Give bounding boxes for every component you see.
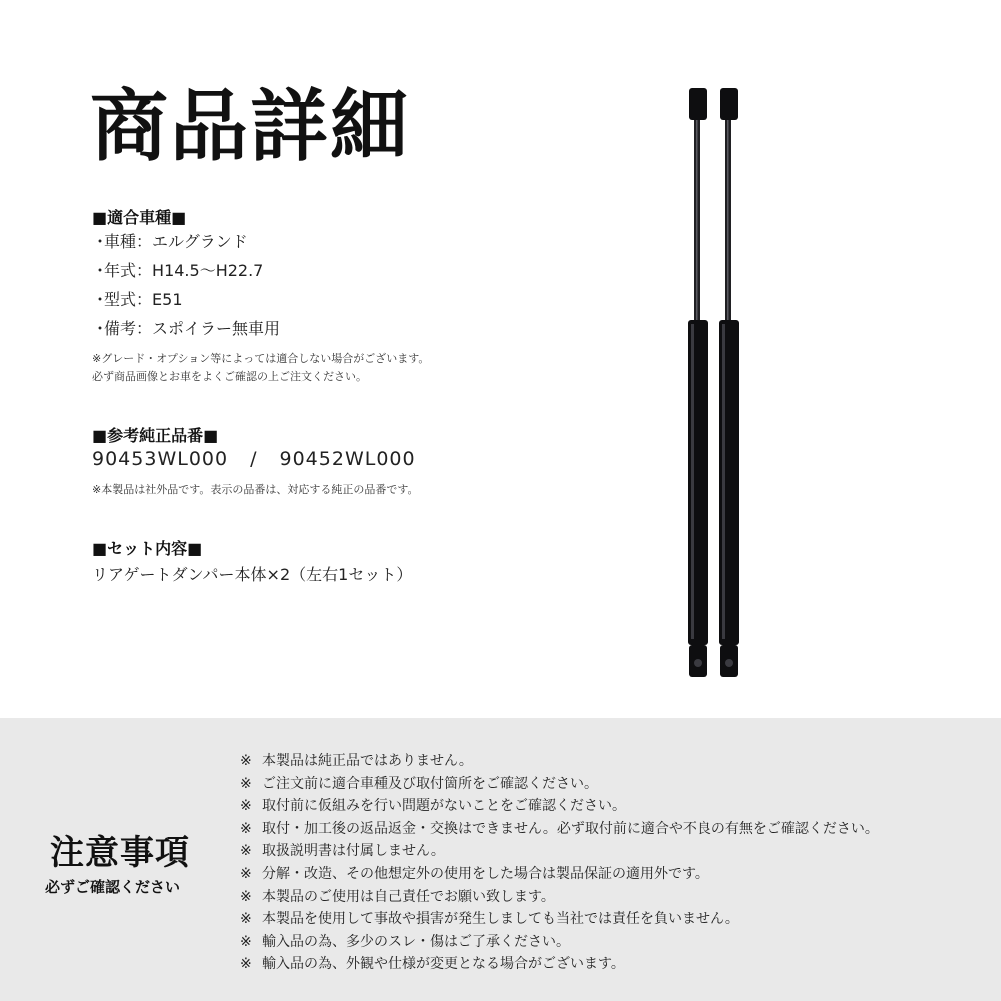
caution-subtitle: 必ずご確認ください [45, 878, 181, 896]
caution-item: ※ 輸入品の為、外観や仕様が変更となる場合がございます。 [240, 956, 625, 973]
caution-item: ※ ご注文前に適合車種及び取付箇所をご確認ください。 [240, 775, 598, 792]
caution-panel [0, 718, 1001, 1001]
fitment-value: エルグランド [152, 232, 248, 251]
caution-item: ※ 本製品を使用して事故や損害が発生しましても当社では責任を負いません。 [240, 911, 739, 928]
oem-part-number: 90453WL000 [92, 448, 229, 470]
fitment-label: 備考 [104, 319, 137, 338]
oem-separator: / [250, 448, 258, 470]
page-title: 商品詳細 [90, 82, 411, 172]
oem-part-number: 90452WL000 [279, 448, 416, 470]
fitment-note-line: ※グレード・オプション等によっては適合しない場合がございます。 [92, 352, 430, 365]
fitment-note [92, 350, 429, 386]
set-heading: ■セット内容■ [92, 539, 203, 558]
fitment-row-model: ・車種：エルグランド [92, 232, 248, 251]
fitment-row-type: ・型式：E51 [92, 290, 183, 309]
caution-item: ※ 分解・改造、その他想定外の使用をした場合は製品保証の適用外です。 [240, 865, 709, 882]
caution-item: ※ 本製品のご使用は自己責任でお願い致します。 [240, 888, 555, 905]
oem-part-numbers [92, 448, 416, 470]
gas-strut-right [719, 88, 739, 677]
fitment-value: E51 [152, 290, 183, 309]
fitment-list [92, 227, 280, 343]
caution-list [240, 750, 879, 976]
caution-item: ※ 取扱説明書は付属しません。 [240, 843, 445, 860]
fitment-value: H14.5〜H22.7 [152, 261, 264, 280]
oem-heading: ■参考純正品番■ [92, 426, 219, 445]
set-contents: リアゲートダンパー本体×2（左右1セット） [92, 565, 413, 584]
fitment-label: 型式 [104, 290, 137, 309]
caution-item: ※ 取付・加工後の返品返金・交換はできません。必ず取付前に適合や不良の有無をご確認ください。 [240, 820, 879, 837]
fitment-section [92, 205, 186, 228]
fitment-row-year: ・年式：H14.5〜H22.7 [92, 261, 264, 280]
caution-item: ※ 本製品は純正品ではありません。 [240, 753, 473, 769]
fitment-row-remarks: ・備考：スポイラー無車用 [92, 319, 281, 338]
gas-strut-left [688, 88, 708, 677]
fitment-label: 年式 [104, 261, 137, 280]
fitment-value: スポイラー無車用 [152, 319, 281, 338]
caution-item: ※ 取付前に仮組みを行い問題がないことをご確認ください。 [240, 798, 626, 815]
caution-item: ※ 輸入品の為、多少のスレ・傷はご了承ください。 [240, 933, 570, 950]
caution-title: 注意事項 [50, 833, 190, 873]
oem-note: ※本製品は社外品です。表示の品番は、対応する純正の品番です。 [92, 483, 419, 496]
gas-strut-image [680, 80, 760, 680]
fitment-heading: ■適合車種■ [92, 208, 187, 227]
fitment-note-line: 必ず商品画像とお車をよくご確認の上ご注文ください。 [92, 370, 367, 383]
fitment-label: 車種 [104, 232, 137, 251]
